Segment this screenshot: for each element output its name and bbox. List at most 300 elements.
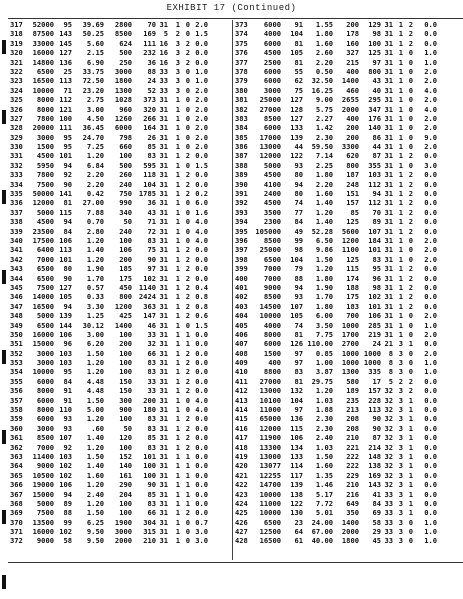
table-cell: 0 — [185, 160, 190, 170]
table-row — [235, 58, 463, 67]
table-cell: 32 — [384, 461, 393, 471]
table-cell: 2 — [185, 245, 190, 255]
table-cell: 31 — [384, 170, 393, 180]
table-cell: 3.00 — [86, 329, 104, 339]
table-cell: 2 — [408, 264, 413, 274]
table-cell: 3 — [175, 85, 180, 95]
table-cell: 2 — [408, 292, 413, 302]
table-cell: 2655 — [341, 95, 359, 105]
table-cell: 1 — [175, 433, 180, 443]
table-row — [235, 396, 463, 405]
table-cell: 71 — [147, 217, 156, 227]
table-cell: 6500 — [36, 264, 54, 274]
table-cell: 351 — [10, 339, 23, 349]
table-cell: 9.50 — [86, 536, 104, 546]
table-cell: 5.60 — [86, 38, 104, 48]
table-cell: 327 — [10, 113, 23, 123]
table-cell: 0.0 — [195, 170, 208, 180]
table-cell: 8 — [388, 358, 393, 368]
table-cell: 400 — [268, 358, 281, 368]
table-cell: 105 — [290, 311, 303, 321]
table-cell: 1 — [398, 207, 403, 217]
table-cell: 1 — [185, 339, 190, 349]
table-cell: 1.42 — [315, 123, 333, 133]
table-cell: 113 — [59, 245, 72, 255]
table-cell: 5.17 — [315, 489, 333, 499]
table-cell: 266 — [143, 113, 156, 123]
table-cell: 415 — [235, 414, 248, 424]
table-cell: 6500 — [36, 320, 54, 330]
table-cell: 1 — [398, 320, 403, 330]
table-cell: 389 — [235, 170, 248, 180]
table-cell: 1.55 — [315, 20, 333, 29]
table-cell: 67.00 — [311, 527, 333, 537]
table-cell: 398 — [235, 254, 248, 264]
table-cell: 2 — [408, 38, 413, 48]
table-cell: 136 — [59, 57, 72, 67]
table-cell: 31 — [159, 217, 168, 227]
table-cell: 1.5 — [195, 160, 208, 170]
table-cell: 1.0 — [424, 536, 437, 546]
table-cell: 0.0 — [424, 461, 437, 471]
table-cell: 64 — [294, 527, 303, 537]
table-cell: 200 — [143, 395, 156, 405]
table-cell: 32 — [384, 470, 393, 480]
table-cell: 0.0 — [195, 367, 208, 377]
table-cell: 44 — [372, 142, 381, 152]
table-cell: 0.0 — [424, 264, 437, 274]
table-cell: 114 — [290, 461, 303, 471]
table-row — [10, 527, 232, 536]
table-row — [10, 461, 232, 470]
table-cell: 2.0 — [424, 113, 437, 123]
table-cell: 354 — [10, 367, 23, 377]
table-cell: 1 — [175, 311, 180, 321]
table-cell: 2424 — [138, 292, 156, 302]
table-cell: 6500 — [36, 273, 54, 283]
table-cell: 180 — [143, 405, 156, 415]
table-cell: 0.0 — [195, 414, 208, 424]
table-cell: 33 — [159, 76, 168, 86]
table-cell: 139 — [59, 311, 72, 321]
table-cell: 2.20 — [86, 170, 104, 180]
table-cell: 1 — [175, 132, 180, 142]
table-cell: 7.75 — [315, 329, 333, 339]
table-row — [10, 471, 232, 480]
table-cell: 11400 — [32, 451, 54, 461]
table-cell: 0.0 — [424, 433, 437, 443]
table-cell: 332 — [10, 160, 23, 170]
table-cell: 330 — [10, 142, 23, 152]
table-row — [235, 433, 463, 442]
table-cell: 8000 — [36, 104, 54, 114]
table-cell: 2 — [408, 282, 413, 292]
table-cell: 72.50 — [82, 76, 104, 86]
table-cell: 2 — [185, 292, 190, 302]
table-cell: 0.4 — [195, 282, 208, 292]
table-row — [10, 386, 232, 395]
table-cell: 200 — [346, 20, 359, 29]
table-cell: 0.0 — [424, 423, 437, 433]
table-cell: 40 — [372, 85, 381, 95]
table-cell: 1.60 — [315, 461, 333, 471]
table-cell: 50.25 — [82, 29, 104, 39]
table-cell: 221 — [346, 442, 359, 452]
table-cell: 31 — [384, 189, 393, 199]
table-cell: 1 — [398, 282, 403, 292]
table-cell: 3 — [398, 339, 403, 349]
table-cell: 33 — [159, 85, 168, 95]
table-cell: 31 — [159, 348, 168, 358]
table-cell: 14800 — [32, 57, 54, 67]
table-cell: 1 — [175, 217, 180, 227]
left-column — [10, 20, 232, 560]
table-cell: 0.6 — [195, 311, 208, 321]
table-cell: 3 — [398, 405, 403, 415]
table-cell: 33.75 — [82, 66, 104, 76]
table-cell: 0 — [185, 395, 190, 405]
table-cell: 260 — [119, 170, 132, 180]
table-cell: 106 — [59, 480, 72, 490]
table-cell: 228 — [368, 395, 381, 405]
table-cell: 95 — [372, 264, 381, 274]
table-cell: 1.20 — [315, 386, 333, 396]
table-row — [235, 105, 463, 114]
table-cell: 5.01 — [315, 508, 333, 518]
table-cell: 327 — [346, 48, 359, 58]
table-cell: 425 — [119, 311, 132, 321]
table-cell: 3 — [398, 414, 403, 424]
table-cell: 1.20 — [86, 442, 104, 452]
table-cell: 418 — [235, 442, 248, 452]
table-cell: 365 — [10, 470, 23, 480]
table-cell: 1.60 — [86, 470, 104, 480]
table-cell: 1 — [398, 76, 403, 86]
table-row — [235, 443, 463, 452]
table-cell: 65000 — [259, 414, 281, 424]
table-cell: 0.57 — [86, 282, 104, 292]
table-cell: 6000 — [114, 123, 132, 133]
table-row — [10, 311, 232, 320]
table-cell: 14700 — [259, 480, 281, 490]
table-cell: 1.46 — [315, 480, 333, 490]
table-cell: 2 — [408, 217, 413, 227]
table-cell: 1028 — [114, 95, 132, 105]
table-row — [10, 67, 232, 76]
table-cell: 32.50 — [311, 76, 333, 86]
table-cell: 0.0 — [195, 151, 208, 161]
table-row — [235, 461, 463, 470]
table-cell: 0 — [408, 358, 413, 368]
table-row — [10, 217, 232, 226]
table-cell: 7.14 — [315, 151, 333, 161]
table-cell: 100 — [119, 358, 132, 368]
table-cell: 95 — [63, 142, 72, 152]
table-cell: 0.0 — [424, 198, 437, 208]
table-cell: 7000 — [263, 273, 281, 283]
right-column — [235, 20, 463, 560]
table-cell: 5.75 — [315, 104, 333, 114]
table-cell: 0.0 — [195, 461, 208, 471]
table-cell: 74 — [294, 198, 303, 208]
table-cell: 11900 — [259, 433, 281, 443]
table-cell: 1 — [175, 198, 180, 208]
table-cell: 2.0 — [424, 245, 437, 255]
table-cell: 1 — [175, 123, 180, 133]
table-cell: 25000 — [259, 95, 281, 105]
table-cell: 347 — [368, 104, 381, 114]
table-cell: 403 — [235, 301, 248, 311]
table-cell: 2.0 — [424, 95, 437, 105]
table-cell: 372 — [10, 536, 23, 546]
table-cell: 400 — [235, 273, 248, 283]
table-cell: 112 — [59, 95, 72, 105]
table-cell: 148 — [368, 451, 381, 461]
table-cell: 0.0 — [424, 414, 437, 424]
table-cell: 2 — [408, 207, 413, 217]
table-cell: 1200 — [341, 235, 359, 245]
table-cell: 74 — [294, 320, 303, 330]
table-cell: 0.0 — [424, 489, 437, 499]
table-cell: 103 — [59, 348, 72, 358]
table-cell: 700 — [346, 311, 359, 321]
table-cell: 10500 — [32, 470, 54, 480]
table-cell: 2 — [185, 264, 190, 274]
table-row — [10, 405, 232, 414]
table-row — [10, 142, 232, 151]
table-cell: 1400 — [341, 517, 359, 527]
table-cell: 0.0 — [424, 508, 437, 518]
table-cell: 106 — [59, 329, 72, 339]
table-cell: 4.0 — [195, 235, 208, 245]
table-cell: 31 — [384, 198, 393, 208]
table-cell: 2 — [408, 179, 413, 189]
table-cell: 31 — [159, 508, 168, 518]
table-row — [10, 518, 232, 527]
table-cell: 1300 — [341, 367, 359, 377]
table-cell: 16000 — [32, 527, 54, 537]
table-cell: 1.0 — [424, 358, 437, 368]
table-cell: 0.0 — [195, 423, 208, 433]
table-cell: 0.0 — [424, 470, 437, 480]
table-cell: 133 — [290, 123, 303, 133]
table-cell: 31 — [159, 470, 168, 480]
table-cell: 0 — [408, 245, 413, 255]
table-cell: 101 — [143, 451, 156, 461]
table-row — [10, 76, 232, 85]
table-cell: 69 — [372, 508, 381, 518]
table-cell: 1800 — [114, 76, 132, 86]
table-cell: 1 — [175, 179, 180, 189]
table-cell: 347 — [10, 301, 23, 311]
table-cell: 31 — [159, 142, 168, 152]
table-cell: 1 — [185, 489, 190, 499]
table-cell: 335 — [10, 189, 23, 199]
table-cell: 0.2 — [195, 189, 208, 199]
table-cell: 2 — [408, 189, 413, 199]
table-cell: 1 — [175, 470, 180, 480]
table-cell: 15000 — [32, 339, 54, 349]
table-cell: 31 — [384, 142, 393, 152]
table-row — [10, 123, 232, 132]
table-cell: 200 — [346, 123, 359, 133]
table-cell: 1.25 — [86, 311, 104, 321]
table-cell: 2.60 — [315, 48, 333, 58]
table-row — [10, 274, 232, 283]
table-cell: 2.20 — [315, 179, 333, 189]
table-cell: 6400 — [36, 245, 54, 255]
table-cell: 97 — [294, 358, 303, 368]
table-cell: 0.0 — [424, 29, 437, 39]
table-cell: 93 — [63, 414, 72, 424]
table-cell: 31 — [384, 132, 393, 142]
table-cell: 1.20 — [86, 235, 104, 245]
table-cell: 6000 — [36, 395, 54, 405]
table-cell: 176 — [368, 113, 381, 123]
table-cell: 3000 — [263, 85, 281, 95]
table-cell: 3 — [398, 527, 403, 537]
table-cell: 111 — [143, 38, 156, 48]
table-cell: 3.87 — [315, 367, 333, 377]
table-row — [235, 405, 463, 414]
table-cell: 1 — [175, 264, 180, 274]
table-cell: 95 — [63, 367, 72, 377]
table-cell: 31 — [159, 189, 168, 199]
table-cell: 8000 — [36, 405, 54, 415]
table-cell: 0.0 — [195, 339, 208, 349]
table-cell: 1 — [408, 405, 413, 415]
table-cell: 1.50 — [315, 254, 333, 264]
table-cell: 16 — [159, 57, 168, 67]
table-row — [235, 151, 463, 160]
table-cell: 7.72 — [315, 498, 333, 508]
table-row — [235, 490, 463, 499]
table-cell: 164 — [143, 123, 156, 133]
table-cell: 157 — [368, 386, 381, 396]
table-cell: 138 — [290, 489, 303, 499]
table-cell: 160 — [346, 38, 359, 48]
table-row — [10, 330, 232, 339]
table-row — [235, 95, 463, 104]
table-cell: 1.50 — [315, 451, 333, 461]
table-cell: 66 — [147, 348, 156, 358]
table-cell: 216 — [346, 489, 359, 499]
table-cell: 23.20 — [82, 85, 104, 95]
table-cell: 0.0 — [195, 498, 208, 508]
table-cell: 1 — [408, 470, 413, 480]
table-cell: 50000 — [32, 189, 54, 199]
table-cell: 375 — [235, 38, 248, 48]
table-cell: 0 — [185, 29, 190, 39]
table-cell: 1 — [175, 358, 180, 368]
table-row — [235, 339, 463, 348]
table-cell: 83 — [147, 151, 156, 161]
table-cell: 2.0 — [424, 66, 437, 76]
table-cell: 0.0 — [195, 254, 208, 264]
table-cell: 0.0 — [195, 57, 208, 67]
table-cell: 373 — [235, 20, 248, 29]
table-cell: 1 — [175, 480, 180, 490]
table-cell: 2.20 — [86, 179, 104, 189]
table-cell: 363 — [10, 451, 23, 461]
table-cell: 1400 — [341, 76, 359, 86]
table-cell: 97 — [372, 57, 381, 67]
table-cell: 4.48 — [86, 386, 104, 396]
table-cell: 1 — [175, 339, 180, 349]
table-cell: 8500 — [114, 29, 132, 39]
table-cell: 328 — [10, 123, 23, 133]
table-cell: 91 — [294, 20, 303, 29]
table-cell: 408 — [235, 348, 248, 358]
table-cell: 1 — [175, 142, 180, 152]
table-cell: 0.0 — [424, 405, 437, 415]
table-cell: 409 — [235, 358, 248, 368]
table-row — [235, 245, 463, 254]
table-row — [235, 236, 463, 245]
binding-hole — [2, 40, 6, 54]
table-cell: 0.0 — [424, 273, 437, 283]
table-cell: 7800 — [36, 170, 54, 180]
table-cell: 31 — [384, 235, 393, 245]
table-cell: 31 — [159, 113, 168, 123]
table-cell: 1 — [398, 132, 403, 142]
table-cell: 4.0 — [195, 217, 208, 227]
table-cell: 2 — [185, 376, 190, 386]
table-cell: 115 — [290, 423, 303, 433]
table-cell: 0.0 — [195, 329, 208, 339]
table-cell: 139 — [290, 132, 303, 142]
table-row — [10, 170, 232, 179]
table-cell: 144 — [59, 320, 72, 330]
table-cell: 3 — [398, 442, 403, 452]
table-cell: 110.00 — [307, 339, 333, 349]
table-cell: 151 — [346, 189, 359, 199]
table-cell: 103 — [59, 358, 72, 368]
table-cell: 1.50 — [86, 348, 104, 358]
table-cell: 8500 — [263, 113, 281, 123]
table-cell: 70 — [372, 207, 381, 217]
table-cell: 33 — [147, 386, 156, 396]
table-cell: 373 — [143, 95, 156, 105]
table-cell: 32 — [384, 433, 393, 443]
table-cell: 400 — [346, 113, 359, 123]
table-cell: 31 — [384, 226, 393, 236]
table-cell: 31 — [159, 95, 168, 105]
table-cell: 428 — [235, 536, 248, 546]
table-cell: 101 — [59, 254, 72, 264]
table-cell: 31 — [384, 104, 393, 114]
table-cell: 3000 — [36, 132, 54, 142]
table-row — [235, 180, 463, 189]
table-cell: 127 — [59, 48, 72, 58]
table-cell: 31 — [159, 376, 168, 386]
table-cell: 7800 — [36, 113, 54, 123]
table-cell: 384 — [235, 123, 248, 133]
table-cell: 169 — [143, 29, 156, 39]
table-cell: 250 — [119, 57, 132, 67]
table-cell: 1900 — [114, 517, 132, 527]
table-cell: 107 — [59, 433, 72, 443]
table-cell: 349 — [10, 320, 23, 330]
table-cell: 2 — [408, 273, 413, 283]
table-cell: 1 — [398, 160, 403, 170]
table-cell: 31 — [159, 461, 168, 471]
table-cell: 0 — [408, 235, 413, 245]
table-cell: 31 — [159, 329, 168, 339]
table-cell: 419 — [235, 451, 248, 461]
table-cell: 101 — [368, 245, 381, 255]
table-cell: 4000 — [263, 320, 281, 330]
